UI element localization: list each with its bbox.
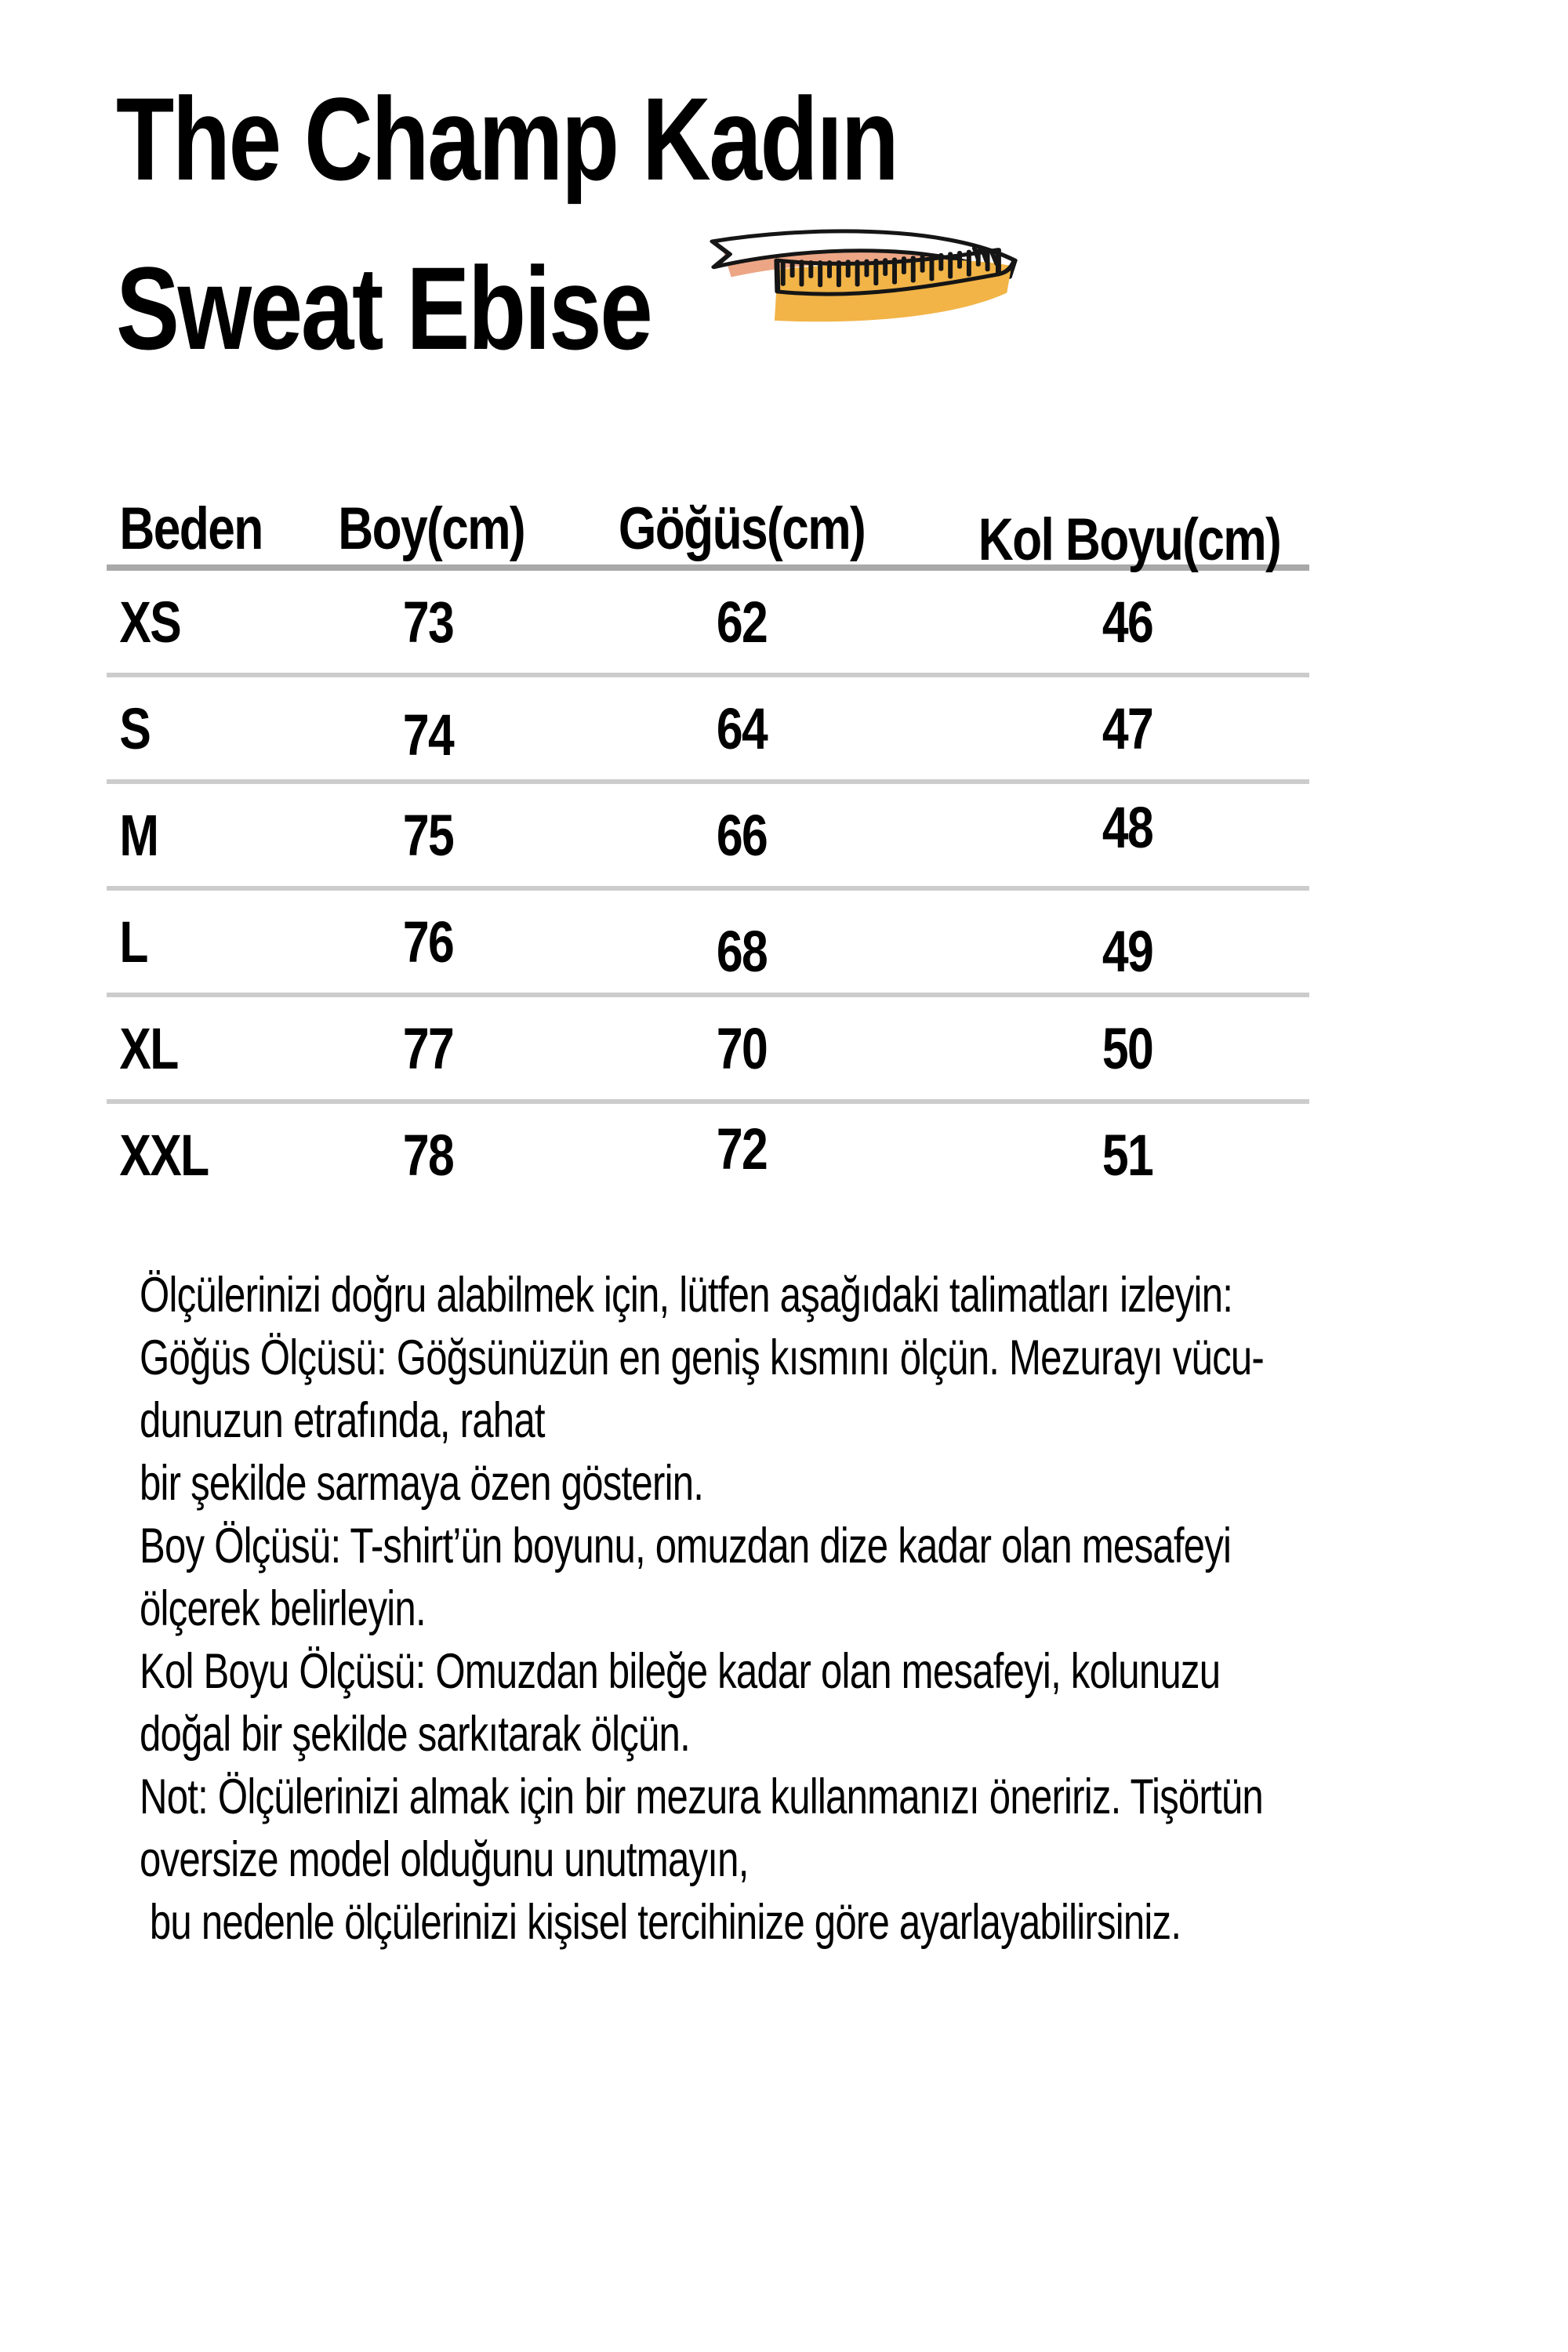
table-header-row bbox=[107, 492, 1309, 573]
instruction-line: oversize model olduğunu unutmayın, bbox=[140, 1832, 749, 1887]
table-cell: 47 bbox=[1102, 695, 1153, 761]
table-cell: 50 bbox=[1102, 1015, 1153, 1081]
instruction-line: Not: Ölçülerinizi almak için bir mezura kullanmanızı öneririz. Tişörtün bbox=[140, 1769, 1263, 1824]
table-cell: 48 bbox=[1102, 794, 1153, 860]
table-cell: 76 bbox=[402, 909, 454, 975]
instruction-line: Göğüs Ölçüsü: Göğsünüzün en geniş kısmını ölçün. Mezurayı vücu- bbox=[140, 1330, 1264, 1385]
instruction-line: Boy Ölçüsü: T-shirt’ün boyunu, omuzdan dize kadar olan mesafeyi bbox=[140, 1519, 1232, 1573]
table-cell: 75 bbox=[402, 802, 454, 868]
table-cell: XXL bbox=[119, 1122, 209, 1188]
table-cell: 77 bbox=[402, 1015, 454, 1081]
table-row-xl bbox=[107, 997, 1309, 1099]
table-cell: 51 bbox=[1102, 1122, 1153, 1188]
table-cell: 46 bbox=[1102, 589, 1153, 655]
instruction-line: bir şekilde sarmaya özen gösterin. bbox=[140, 1456, 704, 1511]
table-cell: L bbox=[119, 909, 147, 975]
instruction-line: bu nedenle ölçülerinizi kişisel tercihinize göre ayarlayabilirsiniz. bbox=[140, 1895, 1181, 1950]
measuring-instructions bbox=[140, 1264, 1568, 1954]
table-cell: 62 bbox=[716, 589, 768, 655]
instruction-line: Kol Boyu Ölçüsü: Omuzdan bileğe kadar olan mesafeyi, kolunuzu bbox=[140, 1644, 1221, 1699]
table-cell: 73 bbox=[402, 589, 454, 655]
header-cell-gogus: Göğüs(cm) bbox=[618, 495, 866, 562]
size-table bbox=[107, 492, 1309, 1206]
header-cell-beden: Beden bbox=[119, 495, 263, 562]
table-cell: XS bbox=[119, 589, 181, 655]
instruction-line: Ölçülerinizi doğru alabilmek için, lütfen aşağıdaki talimatları izleyin: bbox=[140, 1268, 1233, 1323]
table-cell: 66 bbox=[716, 802, 768, 868]
table-cell: 74 bbox=[402, 702, 454, 768]
table-cell: 49 bbox=[1102, 918, 1153, 984]
table-row-xxl bbox=[107, 1104, 1309, 1206]
table-row-s bbox=[107, 677, 1309, 779]
table-row-xs bbox=[107, 571, 1309, 673]
header-cell-kol-boyu: Kol Boyu(cm) bbox=[978, 506, 1281, 573]
measuring-tape-icon bbox=[702, 226, 1027, 326]
table-row-m bbox=[107, 784, 1309, 886]
header-cell-boy: Boy(cm) bbox=[338, 495, 525, 562]
table-row-l bbox=[107, 891, 1309, 993]
table-cell: 68 bbox=[716, 918, 768, 984]
page-title-line1: The Champ Kadın bbox=[116, 73, 898, 205]
table-cell: S bbox=[119, 695, 151, 761]
table-cell: 78 bbox=[402, 1122, 454, 1188]
table-cell: 70 bbox=[716, 1015, 768, 1081]
page-title-line2: Sweat Ebise bbox=[116, 242, 652, 374]
table-cell: M bbox=[119, 802, 158, 868]
instruction-line: ölçerek belirleyin. bbox=[140, 1581, 426, 1636]
table-cell: XL bbox=[119, 1015, 178, 1081]
instruction-line: doğal bir şekilde sarkıtarak ölçün. bbox=[140, 1707, 690, 1762]
table-cell: 64 bbox=[716, 695, 768, 761]
instruction-line: dunuzun etrafında, rahat bbox=[140, 1393, 545, 1448]
table-cell: 72 bbox=[716, 1116, 768, 1181]
